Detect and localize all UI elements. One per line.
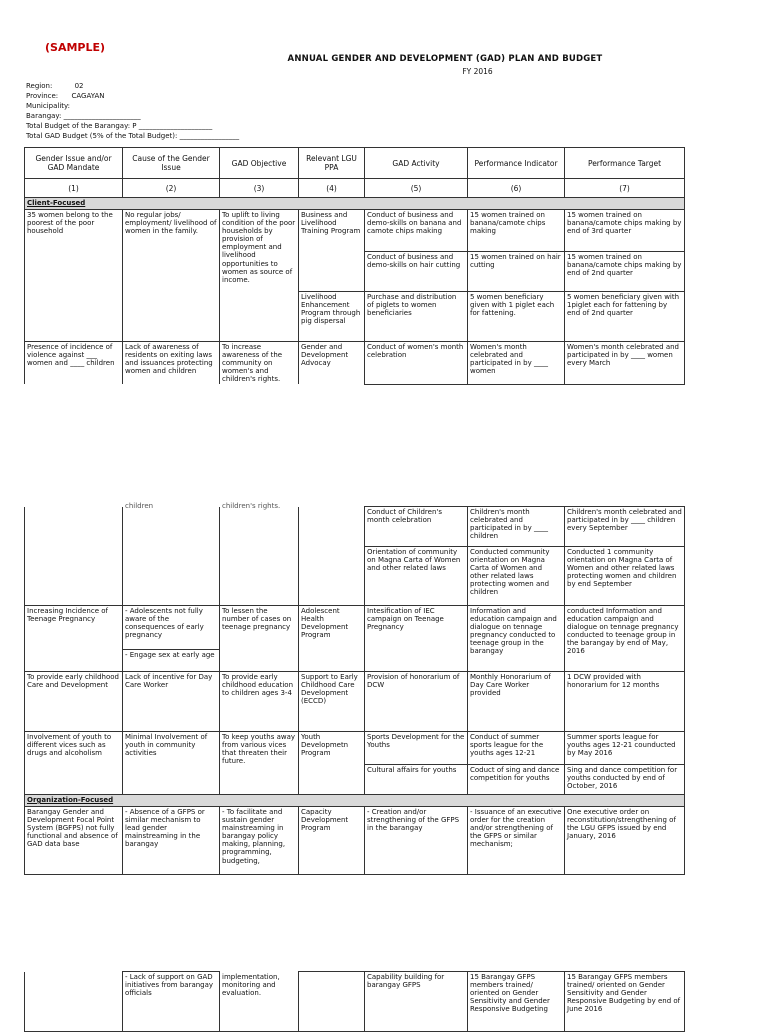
activity-dcw-honorarium: Provision of honorarium of DCW — [365, 672, 468, 732]
header-num-4: (4) — [299, 179, 365, 198]
issue-eccd: To provide early childhood Care and Development — [25, 672, 123, 732]
objective-youth: To keep youths away from various vices that threaten their future. — [220, 732, 299, 795]
cause-no-jobs: No regular jobs/ employment/ livelihood of women in the family. — [123, 210, 220, 342]
cause-no-gfps: - Absence of a GFPS or similar mechanism to lead gender mainstreaming in the barangay — [123, 807, 220, 875]
objective-continued — [220, 501, 299, 606]
indicator-womens-month: Women's month celebrated and participated in by ____ women — [468, 342, 565, 385]
section-organization-focused: Organization-Focused — [25, 795, 685, 807]
header-num-2: (2) — [123, 179, 220, 198]
activity-sports: Sports Development for the Youths — [365, 732, 468, 765]
gad-plan-table-page1 — [24, 147, 685, 385]
target-hair-cutting: 15 women trained on banana/camote chips making by end of 2nd quarter — [565, 252, 685, 292]
indicator-sports: Conduct of summer sports league for the youths ages 12-21 — [468, 732, 565, 765]
province-line: Province: CAGAYAN — [26, 92, 105, 100]
gad-plan-table-page3 — [24, 971, 685, 1032]
activity-cultural: Cultural affairs for youths — [365, 765, 468, 795]
fiscal-year: FY 2016 — [462, 67, 493, 76]
activity-magna-carta: Orientation of community on Magna Carta of Women and other related laws — [365, 547, 468, 606]
cause-dcw-incentive: Lack of incentive for Day Care Worker — [123, 672, 220, 732]
municipality-line: Municipality: — [26, 102, 71, 110]
target-magna-carta: Conducted 1 community orientation on Magna Carta of Women and other related laws protecting women and children by end September — [565, 547, 685, 606]
target-cultural: Sing and dance competition for youths conducted by end of October, 2016 — [565, 765, 685, 795]
document-title: ANNUAL GENDER AND DEVELOPMENT (GAD) PLAN AND BUDGET — [287, 54, 603, 64]
activity-capability-building: Capability building for barangay GFPS — [365, 972, 468, 1032]
target-sports: Summer sports league for youths ages 12-21 counducted by May 2016 — [565, 732, 685, 765]
sample-label: (SAMPLE) — [45, 41, 106, 54]
activity-womens-month: Conduct of women's month celebration — [365, 342, 468, 385]
ppa-youth-development: Youth Developmetn Program — [299, 732, 365, 795]
issue-violence: Presence of incidence of violence against ___ women and ____ children — [25, 342, 123, 385]
issue-poor-women: 35 women belong to the poorest of the poor household — [25, 210, 123, 342]
cause-youth-involvement: Minimal Involvement of youth in community activities — [123, 732, 220, 795]
issue-youth-vices: Involvement of youth to different vices such as drugs and alcoholism — [25, 732, 123, 795]
activity-hair-cutting: Conduct of business and demo-skills on hair cutting — [365, 252, 468, 292]
objective-awareness: To increase awareness of the community on women's and children's rights. — [220, 342, 299, 385]
cause-lack-support: - Lack of support on GAD initiatives from barangay officials — [123, 972, 220, 1032]
header-gad-objective: GAD Objective — [220, 148, 299, 179]
header-num-6: (6) — [468, 179, 565, 198]
objective-teen-pregnancy: To lessen the number of cases on teenage pregnancy — [220, 606, 299, 672]
cause-continued — [123, 501, 220, 606]
indicator-dcw-honorarium: Monthly Honorarium of Day Care Worker provided — [468, 672, 565, 732]
header-num-7: (7) — [565, 179, 685, 198]
activity-piglets: Purchase and distribution of piglets to women beneficiaries — [365, 292, 468, 342]
ppa-continued-2 — [299, 972, 365, 1032]
ppa-business-livelihood: Business and Livelihood Training Program — [299, 210, 365, 292]
cause-continued-text: children — [125, 501, 154, 510]
issue-violence-continued — [25, 507, 123, 606]
header-num-1: (1) — [25, 179, 123, 198]
indicator-magna-carta: Conducted community orientation on Magna Carta of Women and other related laws protecting women and children — [468, 547, 565, 606]
target-piglets: 5 women beneficiary given with 1piglet each for fattening by end of 2nd quarter — [565, 292, 685, 342]
header-num-3: (3) — [220, 179, 299, 198]
indicator-cultural: Coduct of sing and dance competition for youths — [468, 765, 565, 795]
issue-teen-pregnancy: Increasing Incidence of Teenage Pregnancy — [25, 606, 123, 672]
indicator-gfps-trained: 15 Barangay GFPS members trained/ oriented on Gender Sensitivity and Gender Responsive Budgeting — [468, 972, 565, 1032]
region-line: Region: 02 — [26, 82, 84, 90]
header-num-5: (5) — [365, 179, 468, 198]
indicator-executive-order: - Issuance of an executive order for the creation and/or strengthening of the GFPS or similar mechanism; — [468, 807, 565, 875]
ppa-gad-advocacy: Gender and Development Advocay — [299, 342, 365, 385]
header-gender-issue: Gender Issue and/or GAD Mandate — [25, 148, 123, 179]
barangay-line: Barangay: ______________________ — [26, 112, 141, 120]
activity-childrens-month: Conduct of Children's month celebration — [365, 507, 468, 547]
gad-plan-table-page2 — [24, 501, 685, 875]
objective-continued-text: children's rights. — [222, 501, 281, 510]
activity-iec-campaign: Intesification of IEC campaign on Teenage Pregnancy — [365, 606, 468, 672]
ppa-capacity-development: Capacity Development Program — [299, 807, 365, 875]
activity-chips-making: Conduct of business and demo-skills on banana and camote chips making — [365, 210, 468, 252]
objective-uplift: To uplift to living condition of the poor households by provision of employment and livelihood opportunities to women as source of income. — [220, 210, 299, 342]
objective-continued-2: implementation, monitoring and evaluation. — [220, 972, 299, 1032]
issue-bgfps-continued — [25, 972, 123, 1032]
total-budget-line: Total Budget of the Barangay: P _____________________ — [26, 122, 213, 130]
target-gfps-trained: 15 Barangay GFPS members trained/ oriented on Gender Sensitivity and Gender Responsive Budgeting by end of June 2016 — [565, 972, 685, 1032]
objective-gender-mainstreaming: - To facilitate and sustain gender mainstreaming in barangay policy making, planning, programming, budgeting, — [220, 807, 299, 875]
indicator-hair-cutting: 15 women trained on hair cutting — [468, 252, 565, 292]
indicator-piglets: 5 women beneficiary given with 1 piglet each for fattening. — [468, 292, 565, 342]
total-gad-budget-line: Total GAD Budget (5% of the Total Budget): _________________ — [26, 132, 240, 140]
target-chips-making: 15 women trained on banana/camote chips making by end of 3rd quarter — [565, 210, 685, 252]
target-iec-campaign: conducted Information and education campaign and dialogue on tennage pregnancy conducted to teenage group in the barangay by end of May, 2016 — [565, 606, 685, 672]
target-executive-order: One executive order on reconstitution/strengthening of the LGU GFPS issued by end January, 2016 — [565, 807, 685, 875]
target-womens-month: Women's month celebrated and participated in by ____ women every March — [565, 342, 685, 385]
header-relevant-ppa: Relevant LGU PPA — [299, 148, 365, 179]
header-performance-target: Performance Target — [565, 148, 685, 179]
indicator-iec-campaign: Information and education campaign and dialogue on tennage pregnancy conducted to teenage group in the barangay — [468, 606, 565, 672]
header-gad-activity: GAD Activity — [365, 148, 468, 179]
cause-early-sex: - Engage sex at early age — [123, 650, 220, 672]
section-client-focused: Client-Focused — [25, 198, 685, 210]
header-cause: Cause of the Gender Issue — [123, 148, 220, 179]
ppa-continued — [299, 507, 365, 606]
cause-lack-awareness: Lack of awareness of residents on exiting laws and issuances protecting women and children — [123, 342, 220, 385]
indicator-childrens-month: Children's month celebrated and participated in by ____ children — [468, 507, 565, 547]
ppa-pig-dispersal: Livelihood Enhancement Program through pig dispersal — [299, 292, 365, 342]
issue-bgfps: Barangay Gender and Development Focal Point System (BGFPS) not fully functional and absence of GAD data base — [25, 807, 123, 875]
ppa-eccd: Support to Early Childhood Care Development (ECCD) — [299, 672, 365, 732]
target-dcw-honorarium: 1 DCW provided with honorarium for 12 months — [565, 672, 685, 732]
cause-adolescents-unaware: - Adolescents not fully aware of the consequences of early pregnancy — [123, 606, 220, 650]
indicator-chips-making: 15 women trained on banana/camote chips making — [468, 210, 565, 252]
header-performance-indicator: Performance Indicator — [468, 148, 565, 179]
activity-gfps-creation: - Creation and/or strengthening of the GFPS in the barangay — [365, 807, 468, 875]
target-childrens-month: Children's month celebrated and participated in by ____ children every September — [565, 507, 685, 547]
objective-eccd: To provide early childhood education to children ages 3-4 — [220, 672, 299, 732]
ppa-adolescent-health: Adolescent Health Development Program — [299, 606, 365, 672]
